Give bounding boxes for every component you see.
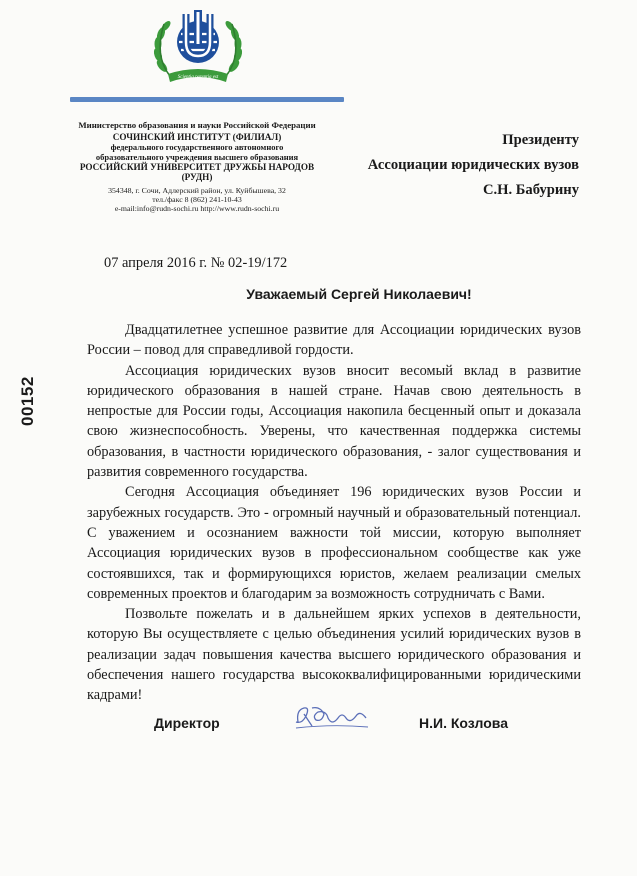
- laurel-right-icon: [224, 19, 244, 76]
- signatory-name: Н.И. Козлова: [419, 715, 508, 731]
- letterhead: [56, 120, 338, 213]
- phone-fax: тел./факс 8 (862) 241-10-43: [152, 195, 242, 204]
- institute-subtitle-2: образовательного учреждения высшего образования: [95, 152, 299, 162]
- laurel-left-icon: [152, 19, 172, 76]
- paragraph-1: Двадцатилетнее успешное развитие для Ассоциации юридических вузов России – повод для справедливой гордости.: [87, 322, 581, 359]
- ministry-name: Министерство образования и науки Российской Федерации: [78, 120, 316, 130]
- paragraph-2: Ассоциация юридических вузов вносит весомый вклад в развитие юридического образования в нашей стране. Начав свою деятельность в непростые для России годы, Ассоциация накопила бесценный опыт и доказала свою жизнеспособность. Уверены, что качественная поддержка системы образования, в частности юридического образования, - залог существования и развития современного государства.: [87, 362, 581, 481]
- handwritten-signature: [292, 700, 372, 734]
- email-web: e-mail:info@rudn-sochi.ru http://www.rudn-sochi.ru: [114, 204, 280, 213]
- addressee-block: [368, 128, 579, 203]
- university-abbr: (РУДН): [181, 172, 213, 182]
- letterhead-rule: [70, 97, 344, 102]
- ribbon-text: Scientia potentia est: [177, 75, 219, 80]
- salutation: Уважаемый Сергей Николаевич!: [246, 286, 472, 302]
- postal-address: 354348, г. Сочи, Адлерский район, ул. Куйбышева, 32: [108, 186, 286, 195]
- registration-number: 00152: [18, 376, 37, 426]
- institute-subtitle-1: федерального государственного автономного: [110, 142, 284, 152]
- signatory-title: Директор: [154, 715, 220, 731]
- paragraph-3: Сегодня Ассоциация объединяет 196 юридических вузов России и зарубежных государств. Это - огромный научный и образовательный потенциал. С уважением и осознанием важности той миссии, которую выполняет Ассоциация юридических вузов в профессиональном сообществе как уже состоявшихся, так и формирующихся юристов, желаем реализации смелых современных проектов и благодарим за возможность сотрудничать с Вами.: [87, 484, 581, 602]
- addressee-name: С.Н. Бабурину: [482, 182, 579, 198]
- university-name: РОССИЙСКИЙ УНИВЕРСИТЕТ ДРУЖБЫ НАРОДОВ: [79, 162, 315, 172]
- paragraph-4: Позвольте пожелать и в дальнейшем ярких успехов в деятельности, которую Вы осуществляете с целью объединения усилий юридических вузов в реализации задач повышения качества высшего юридического образования и обеспечения нашего государства высококвалифицированными юридическими кадрами!: [87, 606, 581, 704]
- ribbon-banner: [168, 69, 228, 82]
- addressee-organization: Ассоциации юридических вузов: [367, 157, 579, 173]
- letter-body: [87, 320, 581, 706]
- university-logo: [148, 8, 248, 94]
- institute-name: СОЧИНСКИЙ ИНСТИТУТ (ФИЛИАЛ): [112, 132, 282, 142]
- globe-u-emblem-icon: [177, 10, 219, 63]
- addressee-position: Президенту: [502, 132, 579, 148]
- date-reference: 07 апреля 2016 г. № 02-19/172: [104, 255, 288, 271]
